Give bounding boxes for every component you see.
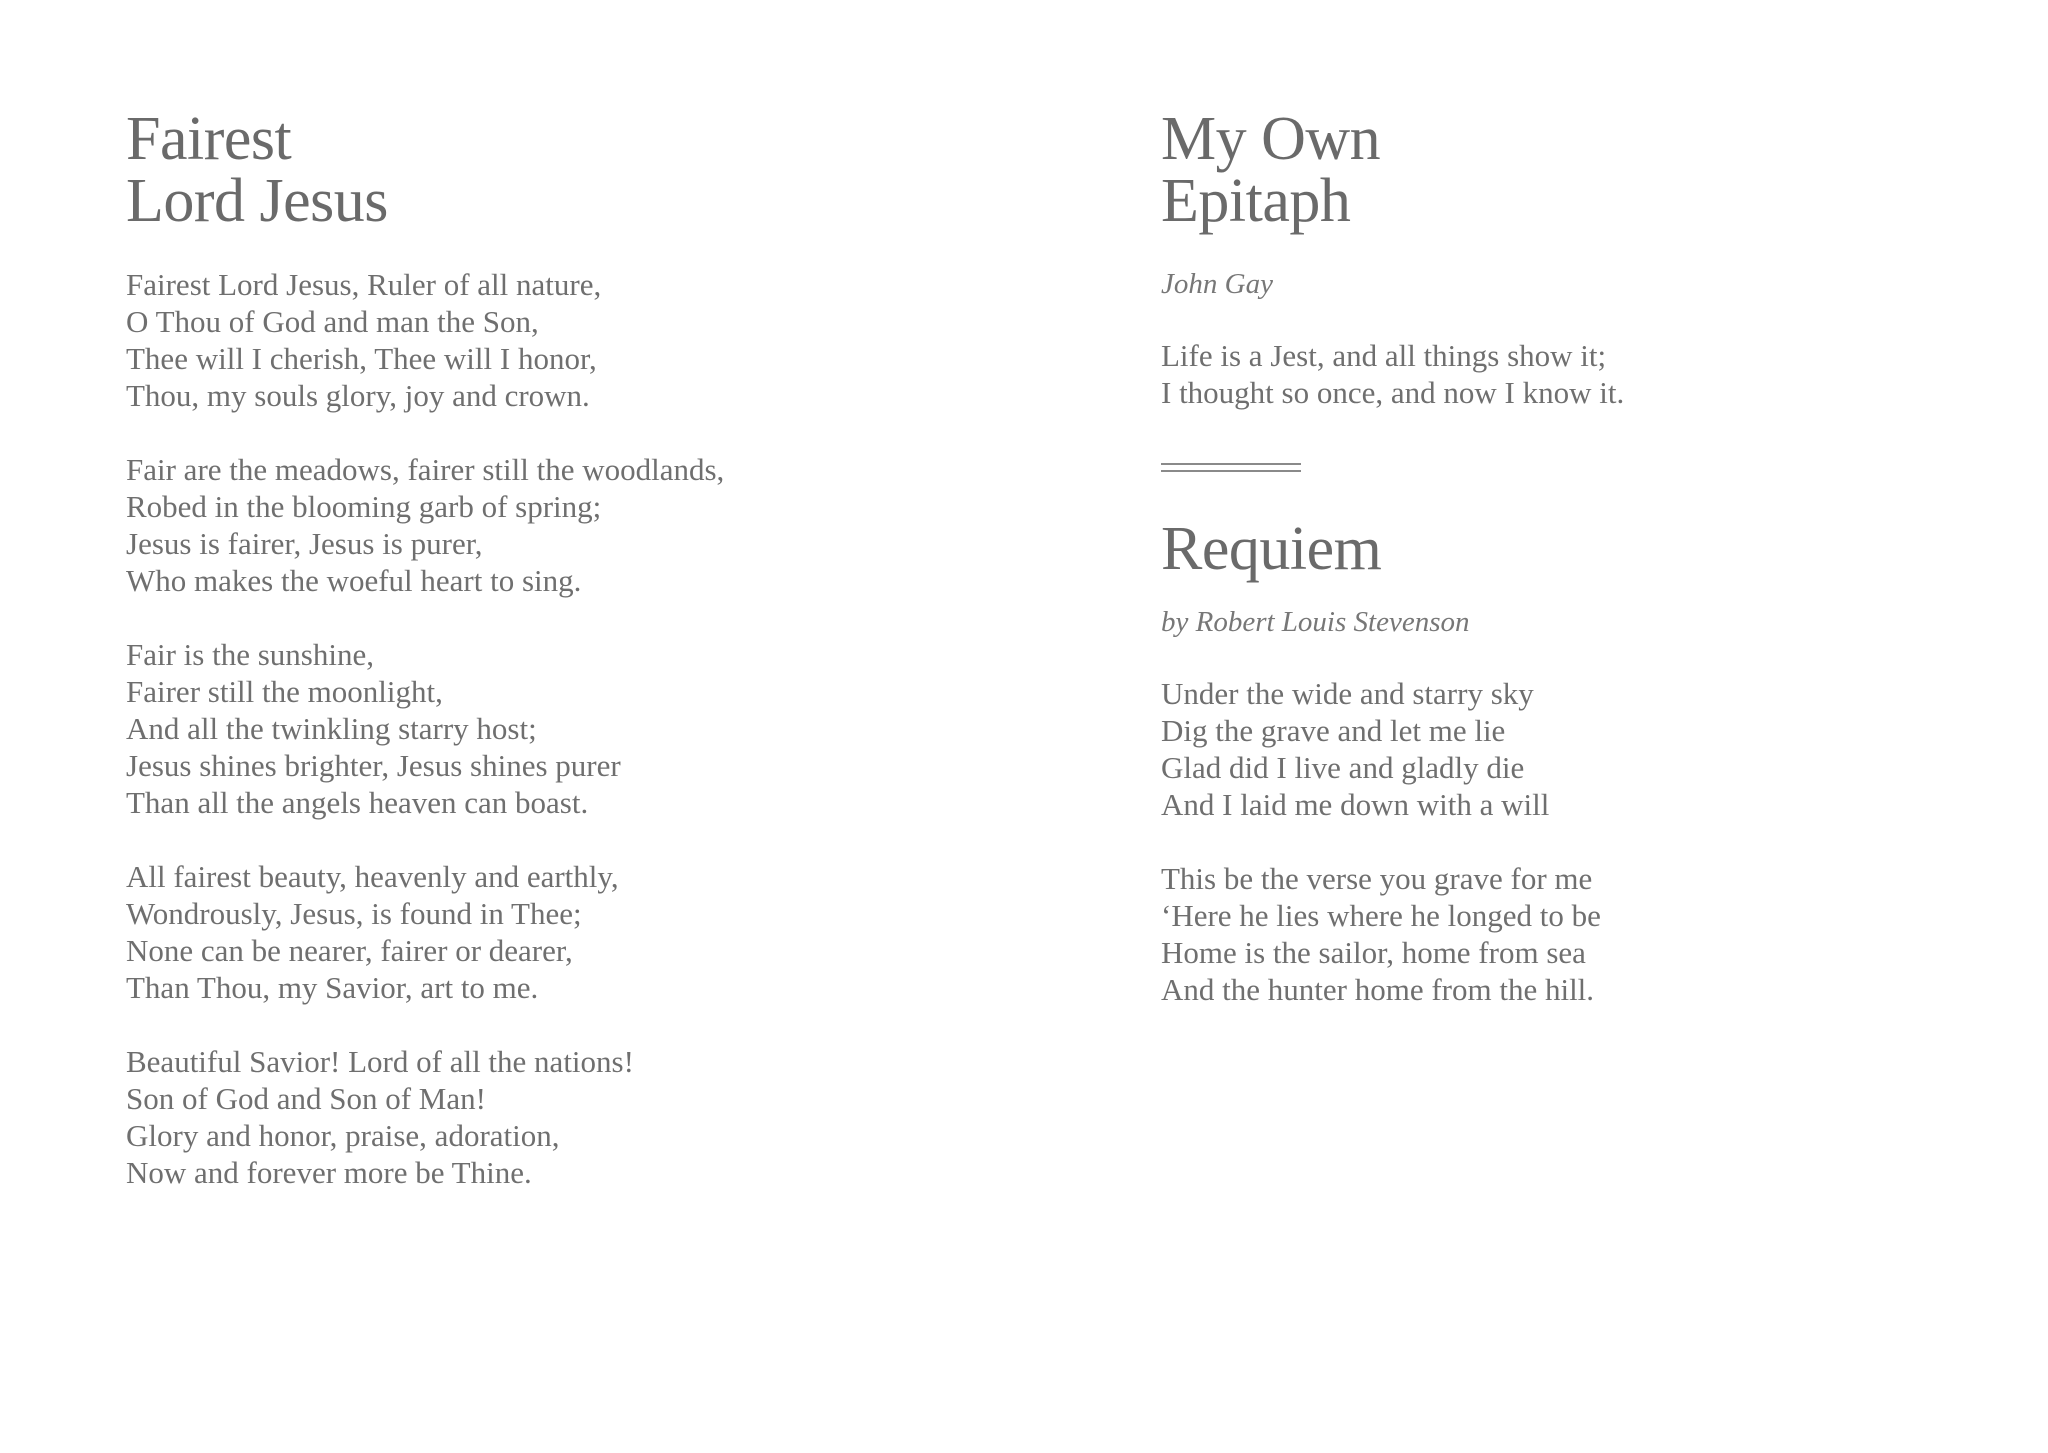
verse-line: Robed in the blooming garb of spring;: [126, 489, 602, 524]
section-divider: [1161, 463, 1301, 472]
poem-fairest-lord-jesus: [126, 105, 1026, 1191]
poem-title: [1161, 105, 1961, 235]
poem-title: [126, 105, 1026, 235]
verse-line: Now and forever more be Thine.: [126, 1155, 532, 1190]
stanza: [1161, 337, 1961, 411]
verse-line: Fair are the meadows, fairer still the woodlands,: [126, 452, 725, 487]
stanza: [1161, 860, 1961, 1008]
verse-line: Jesus is fairer, Jesus is purer,: [126, 526, 483, 561]
verse-line: And all the twinkling starry host;: [126, 711, 537, 746]
verse-line: And the hunter home from the hill.: [1161, 972, 1595, 1007]
poem-title: Requiem: [1161, 515, 1382, 583]
poem-title-line: Lord Jesus: [126, 167, 388, 235]
verse-line: Life is a Jest, and all things show it;: [1161, 338, 1607, 373]
verse-line: Thee will I cherish, Thee will I honor,: [126, 341, 597, 376]
verse-line: Glory and honor, praise, adoration,: [126, 1118, 560, 1153]
verse-line: Home is the sailor, home from sea: [1161, 935, 1586, 970]
verse-line: Under the wide and starry sky: [1161, 676, 1534, 711]
stanza: [126, 858, 1026, 1006]
verse-line: I thought so once, and now I know it.: [1161, 375, 1625, 410]
poem-title-line: Epitaph: [1161, 167, 1351, 235]
verse-line: None can be nearer, fairer or dearer,: [126, 933, 573, 968]
stanza: [126, 266, 1026, 414]
stanza: [1161, 675, 1961, 823]
verse-line: This be the verse you grave for me: [1161, 861, 1593, 896]
poem-requiem: [1161, 515, 1961, 1008]
verse-line: Than all the angels heaven can boast.: [126, 785, 589, 820]
poem-title-line: My Own: [1161, 105, 1381, 173]
verse-line: Who makes the woeful heart to sing.: [126, 563, 582, 598]
verse-line: Beautiful Savior! Lord of all the nations!: [126, 1044, 634, 1079]
stanza: [126, 1043, 1026, 1191]
verse-line: Than Thou, my Savior, art to me.: [126, 970, 539, 1005]
verse-line: Son of God and Son of Man!: [126, 1081, 486, 1116]
verse-line: Fairer still the moonlight,: [126, 674, 443, 709]
stanza: [126, 636, 1026, 821]
verse-line: And I laid me down with a will: [1161, 787, 1550, 822]
verse-line: Jesus shines brighter, Jesus shines purer: [126, 748, 621, 783]
verse-line: O Thou of God and man the Son,: [126, 304, 539, 339]
verse-line: Wondrously, Jesus, is found in Thee;: [126, 896, 582, 931]
verse-line: Dig the grave and let me lie: [1161, 713, 1506, 748]
poem-author: John Gay: [1161, 268, 1273, 300]
right-column: [1161, 105, 1961, 1008]
poem-my-own-epitaph: [1161, 105, 1961, 411]
verse-line: Fairest Lord Jesus, Ruler of all nature,: [126, 267, 602, 302]
verse-line: ‘Here he lies where he longed to be: [1161, 898, 1601, 933]
verse-line: Fair is the sunshine,: [126, 637, 374, 672]
poem-title-line: Fairest: [126, 105, 292, 173]
verse-line: Glad did I live and gladly die: [1161, 750, 1525, 785]
verse-line: Thou, my souls glory, joy and crown.: [126, 378, 590, 413]
stanza: [126, 451, 1026, 599]
verse-line: All fairest beauty, heavenly and earthly,: [126, 859, 619, 894]
poem-author: by Robert Louis Stevenson: [1161, 606, 1470, 638]
